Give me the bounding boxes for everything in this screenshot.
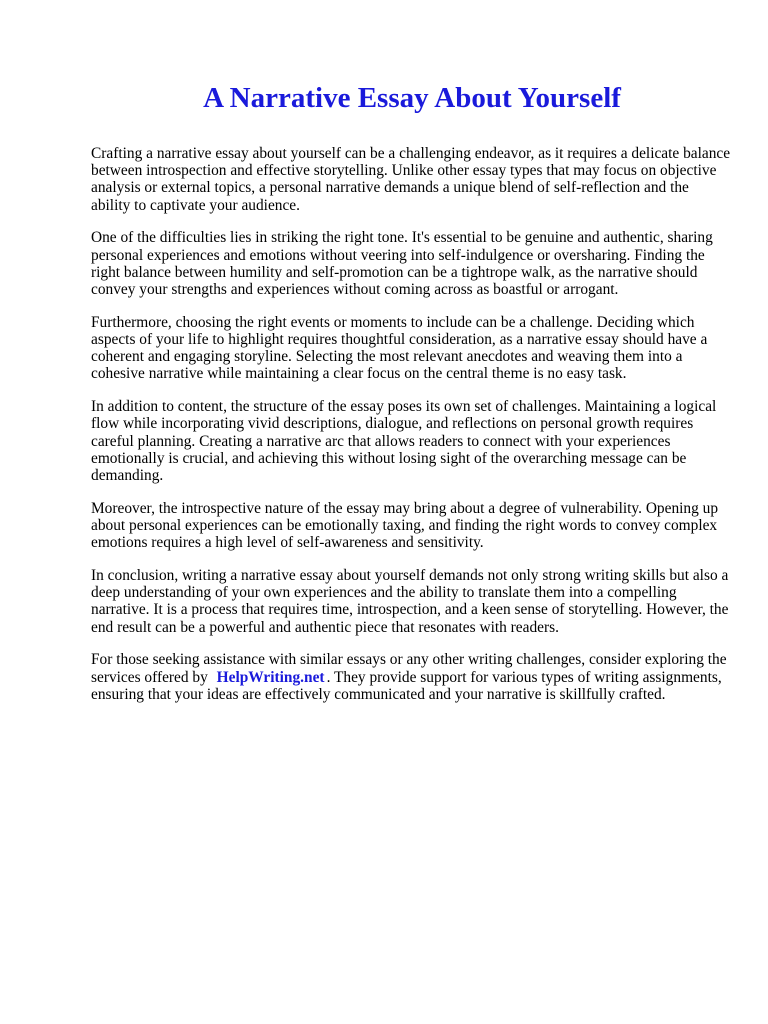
paragraph-6: In conclusion, writing a narrative essay about yourself demands not only strong writing skills but also a deep understanding of your own experiences and the ability to translate them into a compelling narrative. It is a process that requires time, introspection, and a keen sense of storytelling. However, the end result can be a powerful and authentic piece that resonates with readers. [91,567,729,636]
paragraph-1: Crafting a narrative essay about yourself can be a challenging endeavor, as it requires a delicate balance between introspection and effective storytelling. Unlike other essay types that may focus on objective analysis or external topics, a personal narrative demands a unique blend of self-reflection and the ability to captivate your audience. [91,145,731,214]
paragraph-4: In addition to content, the structure of the essay poses its own set of challenges. Maintaining a logical flow while incorporating vivid descriptions, dialogue, and reflections on personal growth requires careful planning. Creating a narrative arc that allows readers to connect with your experiences emotionally is crucial, and achieving this without losing sight of the overarching message can be demanding. [91,398,717,485]
helpwriting-link[interactable]: HelpWriting.net [216,668,325,686]
paragraph-5: Moreover, the introspective nature of the essay may bring about a degree of vulnerability. Opening up about personal experiences can be emotionally taxing, and finding the right words to convey complex emotions requires a high level of self-awareness and sensitivity. [91,499,719,552]
document-title: A Narrative Essay About Yourself [203,82,621,114]
paragraph-7 [91,651,731,703]
paragraph-2: One of the difficulties lies in striking the right tone. It's essential to be genuine and authentic, sharing personal experiences and emotions without veering into self-indulgence or oversharing. Finding the right balance between humility and self-promotion can be a tightrope walk, as the narrative should convey your strengths and experiences without coming across as boastful or arrogant. [91,229,713,299]
paragraph-7-after-link: . They provide support for various types of writing assignments, ensuring that your ideas are effectively communicated and your narrative is skillfully crafted. [91,668,722,703]
paragraph-3: Furthermore, choosing the right events or moments to include can be a challenge. Deciding which aspects of your life to highlight requires thoughtful consideration, as a narrative essay should have a coherent and engaging storyline. Selecting the most relevant anecdotes and weaving them into a cohesive narrative while maintaining a clear focus on the central theme is no easy task. [91,313,708,383]
document-body [91,145,731,719]
paragraph-7-before-link: For those seeking assistance with similar essays or any other writing challenges, consider exploring the services offered by [91,651,727,686]
